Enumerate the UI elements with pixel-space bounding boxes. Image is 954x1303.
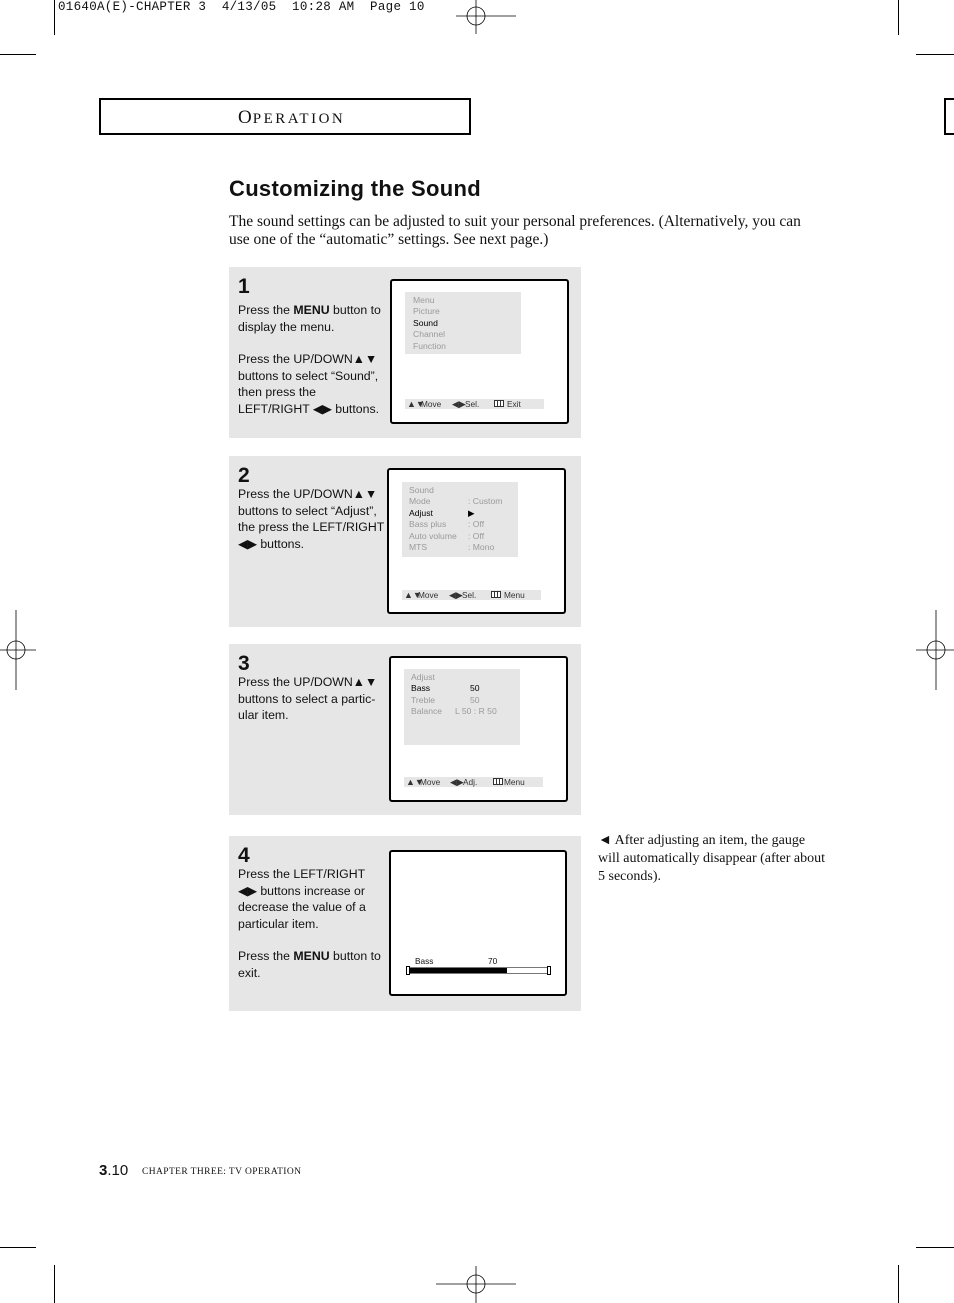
gauge-fill xyxy=(407,968,507,973)
volume-gauge xyxy=(407,967,550,974)
osd-menu-item: Function xyxy=(413,340,446,351)
left-right-arrows-icon: ◀▶ xyxy=(450,777,464,787)
crop-mark xyxy=(0,1247,36,1248)
step-instructions: Press the LEFT/RIGHT ◀▶ buttons increase or decrease the value of a particular item. Press the MENU button to exit. xyxy=(238,867,381,980)
osd-status-bar: ▲▼ Move ◀▶ Sel. Exit xyxy=(405,399,544,409)
up-down-arrows-icon: ▲▼ xyxy=(407,399,425,409)
tv-screen xyxy=(387,468,566,614)
gauge-end-right xyxy=(547,966,551,975)
step-number: 3 xyxy=(238,652,250,675)
osd-menu-title: Adjust xyxy=(411,672,435,682)
tv-screen xyxy=(390,279,569,424)
step-1 xyxy=(229,267,581,438)
osd-menu-row: Auto volume : Off xyxy=(409,530,485,541)
osd-menu-title: Menu xyxy=(413,295,435,305)
registration-mark-icon xyxy=(0,610,36,690)
crop-mark xyxy=(898,0,899,35)
osd-menu-row: MTS : Mono xyxy=(409,541,495,552)
step-2 xyxy=(229,456,581,627)
left-right-arrows-icon: ◀▶ xyxy=(449,590,463,600)
menu-icon xyxy=(491,591,501,598)
osd-menu xyxy=(405,292,521,354)
step-number: 1 xyxy=(238,275,250,298)
page-number: 3.10 xyxy=(99,1162,129,1179)
crop-mark xyxy=(54,1265,55,1303)
osd-menu-item-selected: Sound xyxy=(413,317,438,328)
step-4 xyxy=(229,836,581,1011)
step-number: 4 xyxy=(238,844,250,867)
tv-screen xyxy=(389,850,567,996)
crop-mark xyxy=(898,1265,899,1303)
menu-icon xyxy=(494,400,504,407)
step-3 xyxy=(229,644,581,815)
step-instructions: Press the UP/DOWN▲▼ buttons to select “Adjust”, the press the LEFT/RIGHT ◀▶ buttons. xyxy=(238,487,385,551)
osd-menu-row: Bass plus : Off xyxy=(409,519,485,530)
osd-menu-title: Sound xyxy=(409,485,434,495)
up-down-arrows-icon: ▲▼ xyxy=(406,777,424,787)
osd-menu-row: Mode : Custom xyxy=(409,496,503,507)
menu-icon xyxy=(493,778,503,785)
tv-screen xyxy=(389,656,568,802)
crop-mark xyxy=(916,1247,954,1248)
registration-mark-icon xyxy=(436,1264,516,1303)
gauge-label-row: Bass 70 xyxy=(415,956,498,966)
osd-menu-row: Balance L 50 : R 50 xyxy=(411,706,497,717)
registration-mark-icon xyxy=(456,0,516,36)
osd-menu-row: Treble 50 xyxy=(411,694,480,705)
step-instructions: Press the MENU button to display the menu. Press the UP/DOWN▲▼ buttons to select “Sound”, then press the LEFT/RIGHT ◀▶ buttons. xyxy=(238,303,381,416)
registration-mark-icon xyxy=(916,610,954,690)
crop-mark xyxy=(916,54,954,55)
page-tab xyxy=(944,98,954,135)
print-slug: 01640A(E)-CHAPTER 3 4/13/05 10:28 AM Page 10 xyxy=(58,0,425,14)
arrow-right-icon: ▶ xyxy=(468,507,475,518)
gauge-end-left xyxy=(406,966,410,975)
osd-status-bar: ▲▼ Move ◀▶ Sel. Menu xyxy=(402,590,541,600)
page-title: Customizing the Sound xyxy=(229,176,481,201)
osd-menu-row-selected: Adjust ▶ xyxy=(409,507,475,518)
up-down-arrows-icon: ▲▼ xyxy=(404,590,422,600)
left-right-arrows-icon: ◀▶ xyxy=(452,399,466,409)
intro-paragraph: The sound settings can be adjusted to suit your personal preferences. (Alternatively, you can use one of the “automatic” settings. See next page.) xyxy=(229,213,801,248)
crop-mark xyxy=(54,0,55,35)
osd-menu xyxy=(402,482,518,557)
note-paragraph: ◄ After adjusting an item, the gauge will automatically disappear (after about 5 seconds). xyxy=(598,833,826,884)
osd-menu-item: Picture xyxy=(413,306,440,317)
step-number: 2 xyxy=(238,464,250,487)
osd-menu-row-selected: Bass 50 xyxy=(411,683,480,694)
osd-status-bar: ▲▼ Move ◀▶ Adj. Menu xyxy=(404,777,543,787)
footer-chapter-title: CHAPTER THREE: TV OPERATION xyxy=(142,1167,302,1177)
section-header: OPERATION xyxy=(238,107,346,128)
step-instructions: Press the UP/DOWN▲▼ buttons to select a partic- ular item. xyxy=(238,675,378,722)
osd-menu xyxy=(404,669,520,745)
crop-mark xyxy=(0,54,36,55)
osd-menu-item: Channel xyxy=(413,329,446,340)
